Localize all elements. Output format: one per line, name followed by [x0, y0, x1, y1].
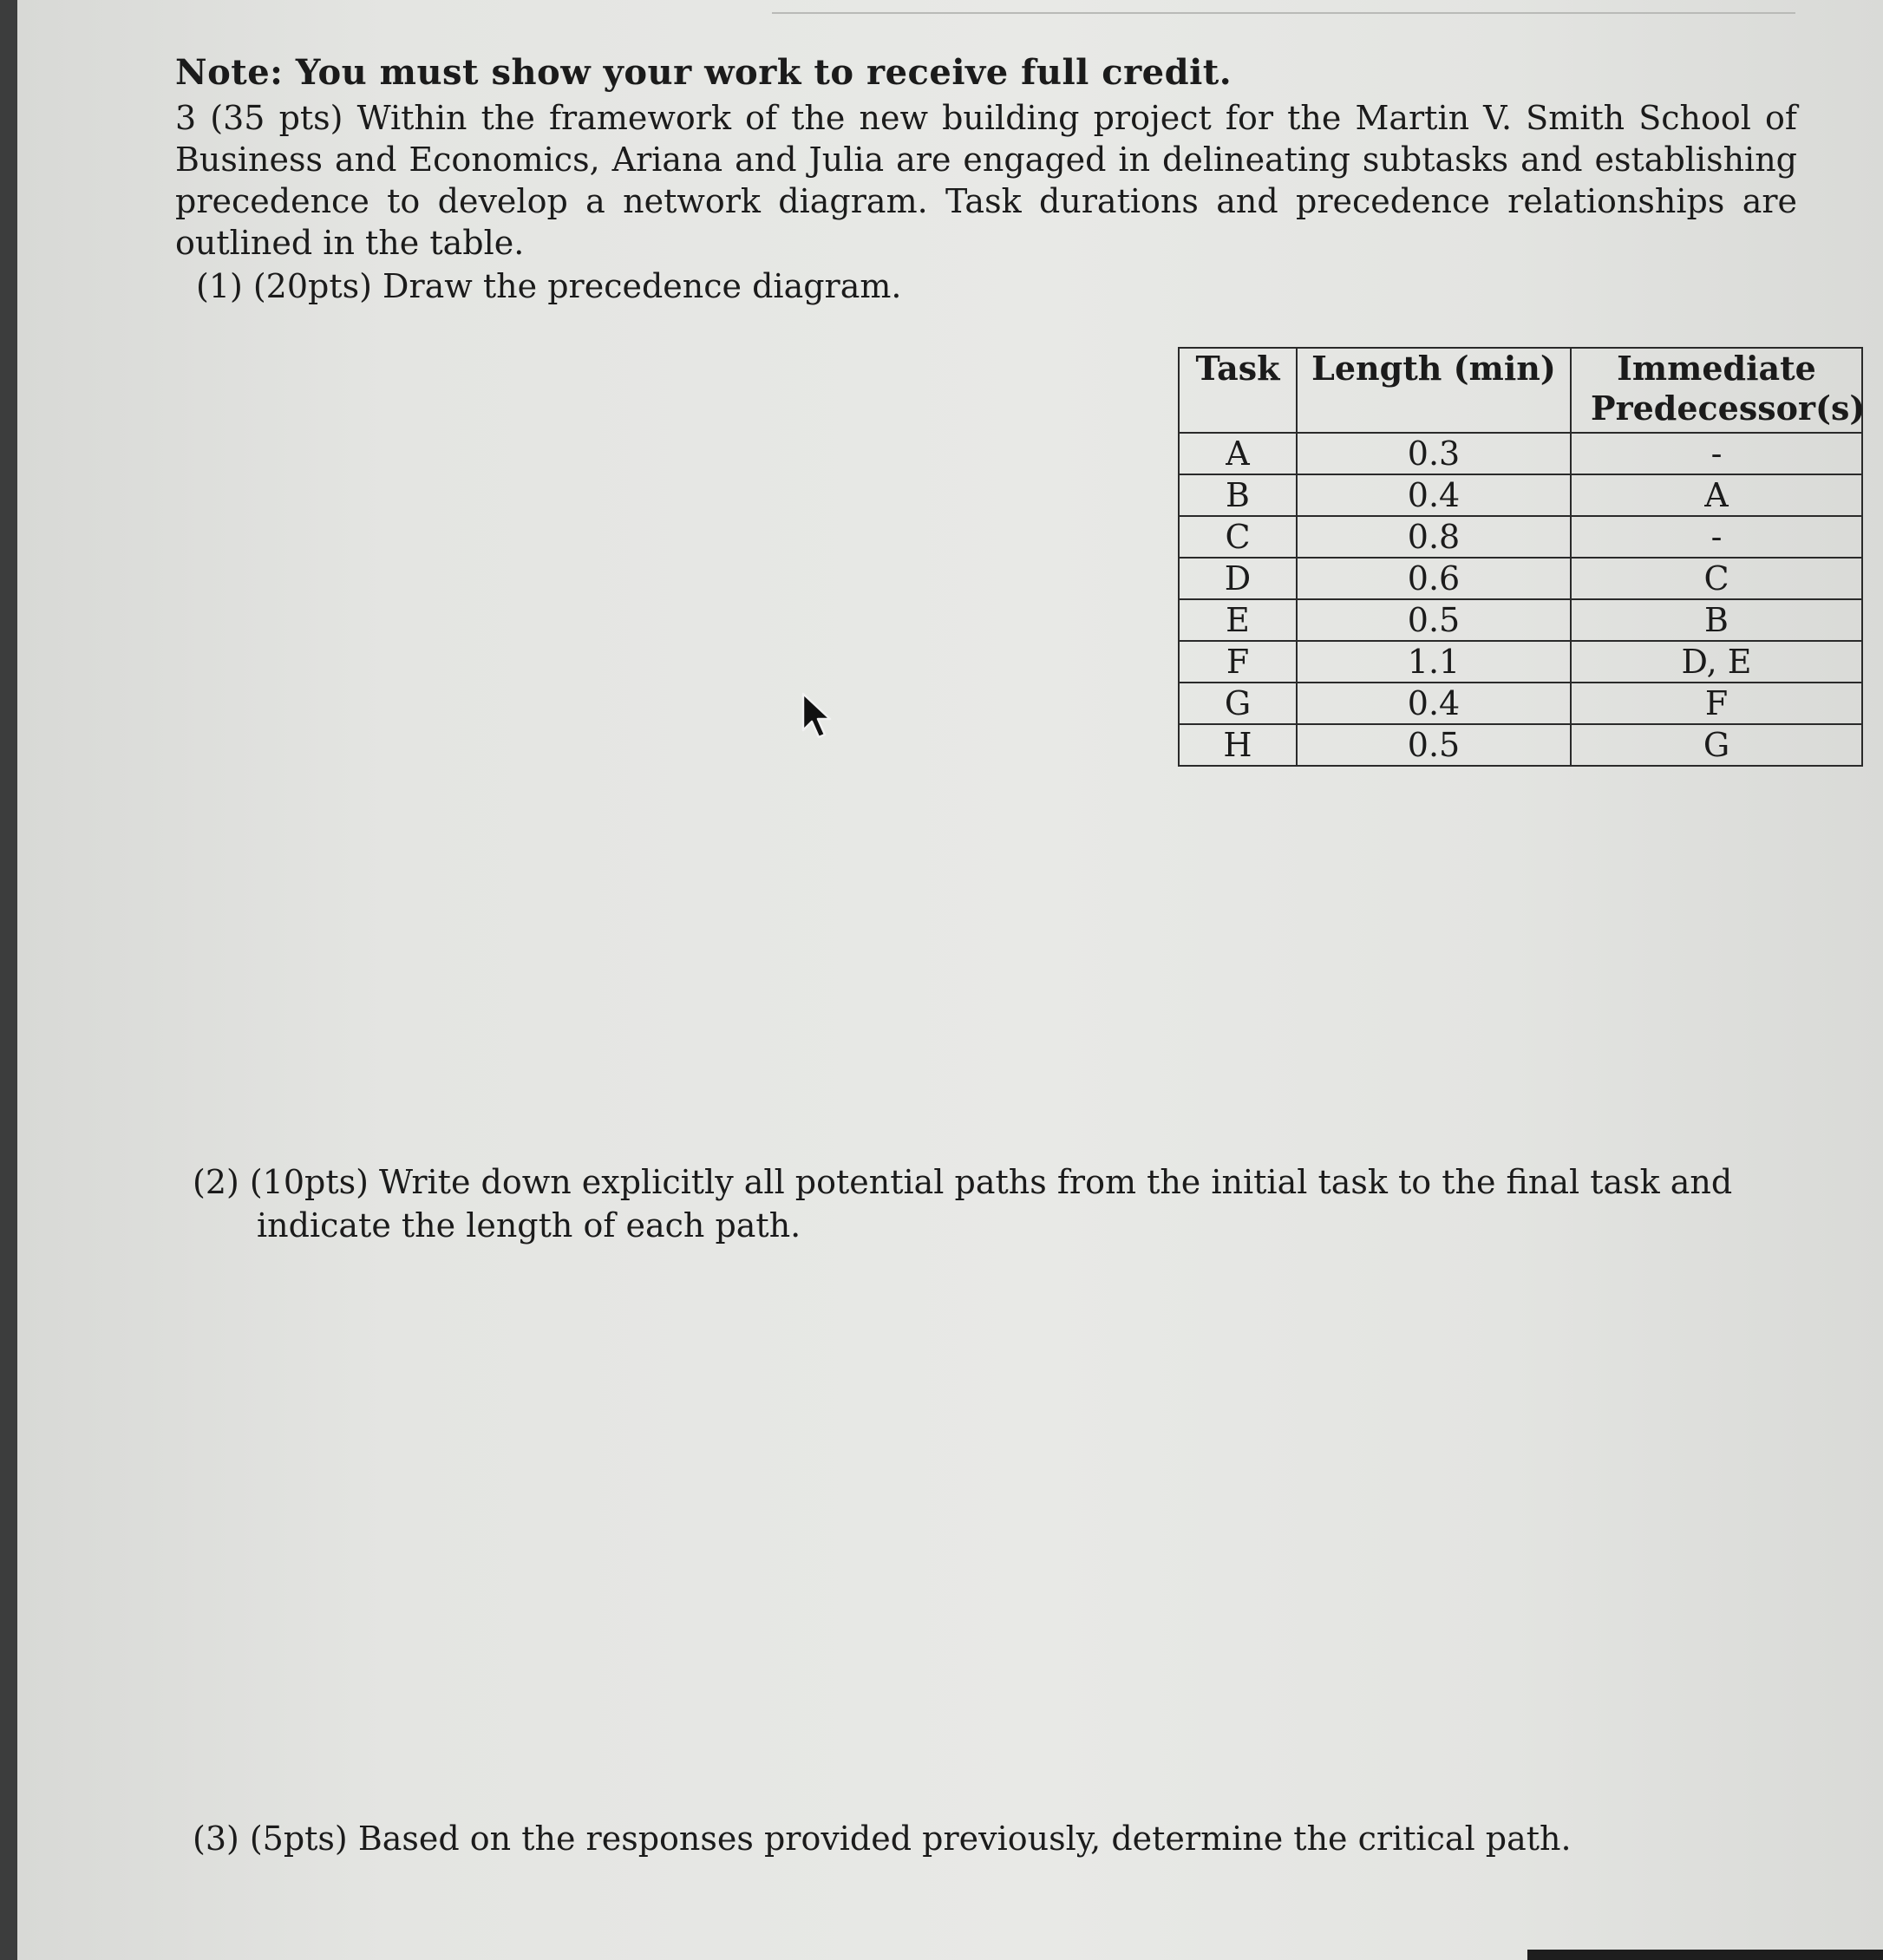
- cell-length: 0.6: [1297, 558, 1571, 599]
- cell-task: C: [1179, 516, 1297, 558]
- mouse-pointer-icon: [801, 692, 833, 744]
- cell-task: G: [1179, 683, 1297, 724]
- table-row: [1179, 683, 1862, 724]
- question-3: [193, 1820, 1572, 1858]
- cell-predecessors: B: [1571, 599, 1862, 641]
- header-length: Length (min): [1297, 348, 1571, 433]
- cell-length: 0.4: [1297, 683, 1571, 724]
- cell-length: 0.5: [1297, 724, 1571, 766]
- cell-task: H: [1179, 724, 1297, 766]
- table-row: [1179, 641, 1862, 683]
- problem-statement: 3 (35 pts) Within the framework of the new building project for the Martin V. Smith School of Business and Economics, Ariana and Julia are engaged in delineating subtasks and establishing precedence to develop a network diagram. Task durations and precedence relationships are outlined in the table.: [175, 99, 1797, 262]
- cell-predecessors: C: [1571, 558, 1862, 599]
- top-rule: [772, 12, 1795, 14]
- cell-task: D: [1179, 558, 1297, 599]
- question-1: [196, 267, 902, 305]
- cell-length: 0.4: [1297, 474, 1571, 516]
- cell-predecessors: G: [1571, 724, 1862, 766]
- table-row: [1179, 724, 1862, 766]
- cell-length: 0.3: [1297, 433, 1571, 474]
- question-3-text: (5pts) Based on the responses provided previously, determine the critical path.: [249, 1820, 1572, 1858]
- table-row: [1179, 558, 1862, 599]
- question-2-text: (10pts) Write down explicitly all potential paths from the initial task to the final task and indicate the length of each path.: [249, 1163, 1733, 1245]
- question-1-number: (1): [196, 267, 243, 305]
- cell-predecessors: -: [1571, 433, 1862, 474]
- cell-predecessors: F: [1571, 683, 1862, 724]
- cell-length: 1.1: [1297, 641, 1571, 683]
- table-row: [1179, 516, 1862, 558]
- header-predecessors: [1571, 348, 1866, 433]
- cell-task: A: [1179, 433, 1297, 474]
- table-header-row: [1179, 348, 1862, 433]
- header-predecessors-text: Immediate Predecessor(s): [1591, 349, 1866, 428]
- cell-length: 0.5: [1297, 599, 1571, 641]
- question-2: [193, 1160, 1814, 1247]
- task-table: [1178, 347, 1866, 767]
- cell-predecessors: -: [1571, 516, 1862, 558]
- cell-task: F: [1179, 641, 1297, 683]
- table-row: [1179, 599, 1862, 641]
- question-3-number: (3): [193, 1820, 239, 1858]
- cell-predecessors: D, E: [1571, 641, 1862, 683]
- screen-edge: [1527, 1950, 1883, 1960]
- document-page: [17, 0, 1883, 1960]
- cell-predecessors: A: [1571, 474, 1862, 516]
- cell-length: 0.8: [1297, 516, 1571, 558]
- header-task: Task: [1179, 348, 1297, 433]
- note-heading: Note: You must show your work to receive full credit.: [175, 52, 1232, 93]
- table-row: [1179, 433, 1862, 474]
- table-row: [1179, 474, 1862, 516]
- cell-task: B: [1179, 474, 1297, 516]
- cell-task: E: [1179, 599, 1297, 641]
- question-1-text: (20pts) Draw the precedence diagram.: [252, 267, 902, 305]
- question-2-number: (2): [193, 1163, 239, 1201]
